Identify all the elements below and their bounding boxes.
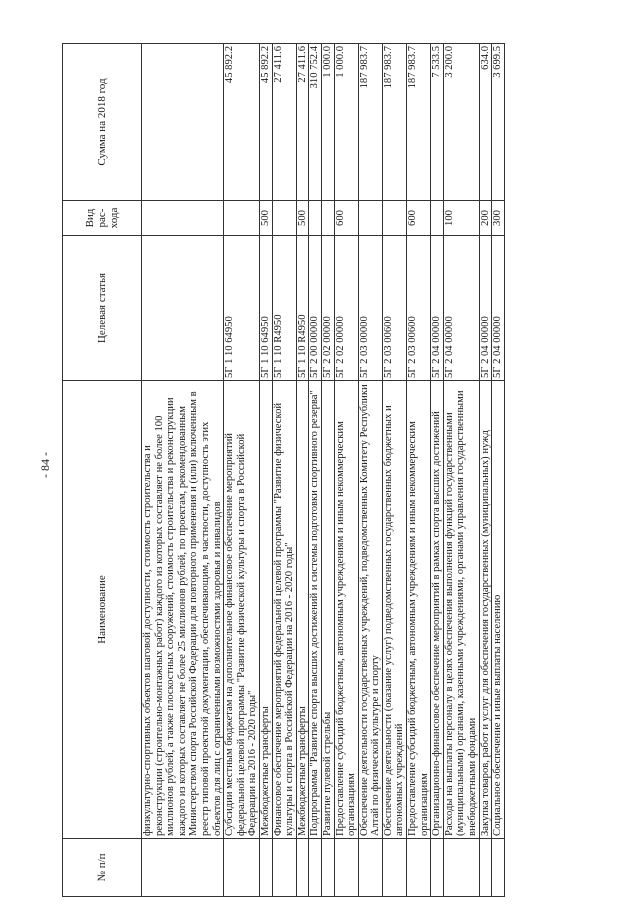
cell-type: 600 (407, 201, 431, 236)
cell-sum: 45 892.2 (224, 44, 260, 201)
table-row (321, 44, 334, 897)
table-row (431, 44, 444, 897)
table-row (296, 44, 309, 897)
cell-name: Подпрограмма "Развитие спорта высших достижений и системы подготовки спортивного резерва" (309, 381, 322, 839)
cell-type (358, 201, 382, 236)
col-header-code: Целевая статья (63, 236, 142, 381)
cell-name: Предоставление субсидий бюджетным, автономным учреждениям и иным некоммерческим организациям (334, 381, 358, 839)
col-header-sum: Сумма на 2018 год (63, 44, 142, 201)
table-row (479, 44, 492, 897)
cell-type: 500 (296, 201, 309, 236)
cell-code: 5Г 2 02 00000 (321, 236, 334, 381)
cell-name: Финансовое обеспечение мероприятий федеральной целевой программы "Развитие физической культуры и спорта в Российской Федерации на 2016 - 2020 годы" (272, 381, 296, 839)
table-header-row (63, 44, 142, 897)
cell-code (142, 236, 224, 381)
cell-type: 200 (479, 201, 492, 236)
cell-name: Обеспечение деятельности государственных учреждений, подведомственных Комитету Республики Алтай по физической культуре и спорту (358, 381, 382, 839)
cell-no (492, 839, 505, 897)
table-row (382, 44, 406, 897)
cell-code: 5Г 2 00 00000 (309, 236, 322, 381)
cell-code: 5Г 2 04 00000 (431, 236, 444, 381)
cell-name: Закупка товаров, работ и услуг для обеспечения государственных (муниципальных) нужд (479, 381, 492, 839)
table-row (259, 44, 272, 897)
table-row (492, 44, 505, 897)
cell-no (431, 839, 444, 897)
cell-sum: 3 200.0 (443, 44, 479, 201)
cell-code: 5Г 2 04 00000 (479, 236, 492, 381)
cell-type (224, 201, 260, 236)
cell-code: 5Г 1 10 R4950 (296, 236, 309, 381)
cell-no (272, 839, 296, 897)
cell-type: 500 (259, 201, 272, 236)
cell-no (358, 839, 382, 897)
cell-name: Организационно-финансовое обеспечение мероприятий в рамках спорта высших достижений (431, 381, 444, 839)
cell-code: 5Г 2 03 00600 (407, 236, 431, 381)
cell-sum: 27 411.6 (272, 44, 296, 201)
cell-type (431, 201, 444, 236)
cell-sum: 7 533.5 (431, 44, 444, 201)
cell-sum (142, 44, 224, 201)
cell-no (321, 839, 334, 897)
cell-name: Субсидии местным бюджетам на дополнительное финансовое обеспечение мероприятий федеральной целевой программы "Развитие физической культуры и спорта в Российской Федерации на 2016 - 2020 годы" (224, 381, 260, 839)
cell-sum: 187 983.7 (382, 44, 406, 201)
cell-sum: 3 699.5 (492, 44, 505, 201)
cell-code: 5Г 1 10 R4950 (272, 236, 296, 381)
cell-no (479, 839, 492, 897)
cell-type: 600 (334, 201, 358, 236)
cell-sum: 187 983.7 (358, 44, 382, 201)
table-row (224, 44, 260, 897)
cell-sum: 634.0 (479, 44, 492, 201)
cell-name: Межбюджетные трансферты (259, 381, 272, 839)
cell-no (259, 839, 272, 897)
cell-type (309, 201, 322, 236)
cell-no (334, 839, 358, 897)
cell-code: 5Г 2 04 00000 (492, 236, 505, 381)
cell-no (309, 839, 322, 897)
cell-type: 300 (492, 201, 505, 236)
table-row (309, 44, 322, 897)
cell-sum: 187 983.7 (407, 44, 431, 201)
cell-code: 5Г 2 03 00000 (358, 236, 382, 381)
table-body (142, 44, 505, 897)
cell-sum: 45 892.2 (259, 44, 272, 201)
table-row (443, 44, 479, 897)
cell-code: 5Г 1 10 64950 (224, 236, 260, 381)
cell-name: Межбюджетные трансферты (296, 381, 309, 839)
cell-type (142, 201, 224, 236)
cell-name: Предоставление субсидий бюджетным, автономным учреждениям и иным некоммерческим организациям (407, 381, 431, 839)
cell-type (382, 201, 406, 236)
cell-type: 100 (443, 201, 479, 236)
page-number: - 84 - (38, 452, 52, 478)
col-header-type: Вид рас-хода (63, 201, 142, 236)
cell-name: Социальное обеспечение и иные выплаты населению (492, 381, 505, 839)
table-row (272, 44, 296, 897)
cell-no (296, 839, 309, 897)
cell-name: физкультурно-спортивных объектов шаговой доступности, стоимость строительства и реконструкции (строительно-монтажных работ) каждого из которых составляет не более 100 миллионов рублей, а также плоскостных сооружений, стоимость строительства и реконструкции каждого из которых составляет не более 25 миллионов рублей, по проектам, рекомендованным Министерством спорта Российской Федерации для повторного применения и (или) включенным в реестр типовой проектной документации, обеспечивающим, в частности, доступность этих объектов для лиц с ограниченными возможностями здоровья и инвалидов (142, 381, 224, 839)
table-row (358, 44, 382, 897)
cell-code: 5Г 2 04 00000 (443, 236, 479, 381)
cell-no (407, 839, 431, 897)
cell-sum: 27 411.6 (296, 44, 309, 201)
col-header-no: № п/п (63, 839, 142, 897)
cell-code: 5Г 2 02 00000 (334, 236, 358, 381)
table-row (142, 44, 224, 897)
table-row (407, 44, 431, 897)
col-header-name: Наименование (63, 381, 142, 839)
cell-type (272, 201, 296, 236)
cell-name: Расходы на выплаты персоналу в целях обеспечения выполнения функций государственными (муниципальными) органами, казенными учреждениями, органами управления государственными внебюджетными фондами (443, 381, 479, 839)
cell-no (142, 839, 224, 897)
cell-name: Обеспечение деятельности (оказание услуг) подведомственных государственных бюджетных и автономных учреждений (382, 381, 406, 839)
cell-no (224, 839, 260, 897)
budget-table (62, 43, 505, 897)
cell-no (382, 839, 406, 897)
cell-sum: 1 000.0 (321, 44, 334, 201)
cell-code: 5Г 1 10 64950 (259, 236, 272, 381)
cell-name: Развитие пулевой стрельбы (321, 381, 334, 839)
cell-sum: 1 000.0 (334, 44, 358, 201)
cell-code: 5Г 2 03 00600 (382, 236, 406, 381)
cell-no (443, 839, 479, 897)
table-row (334, 44, 358, 897)
cell-type (321, 201, 334, 236)
cell-sum: 310 752.4 (309, 44, 322, 201)
